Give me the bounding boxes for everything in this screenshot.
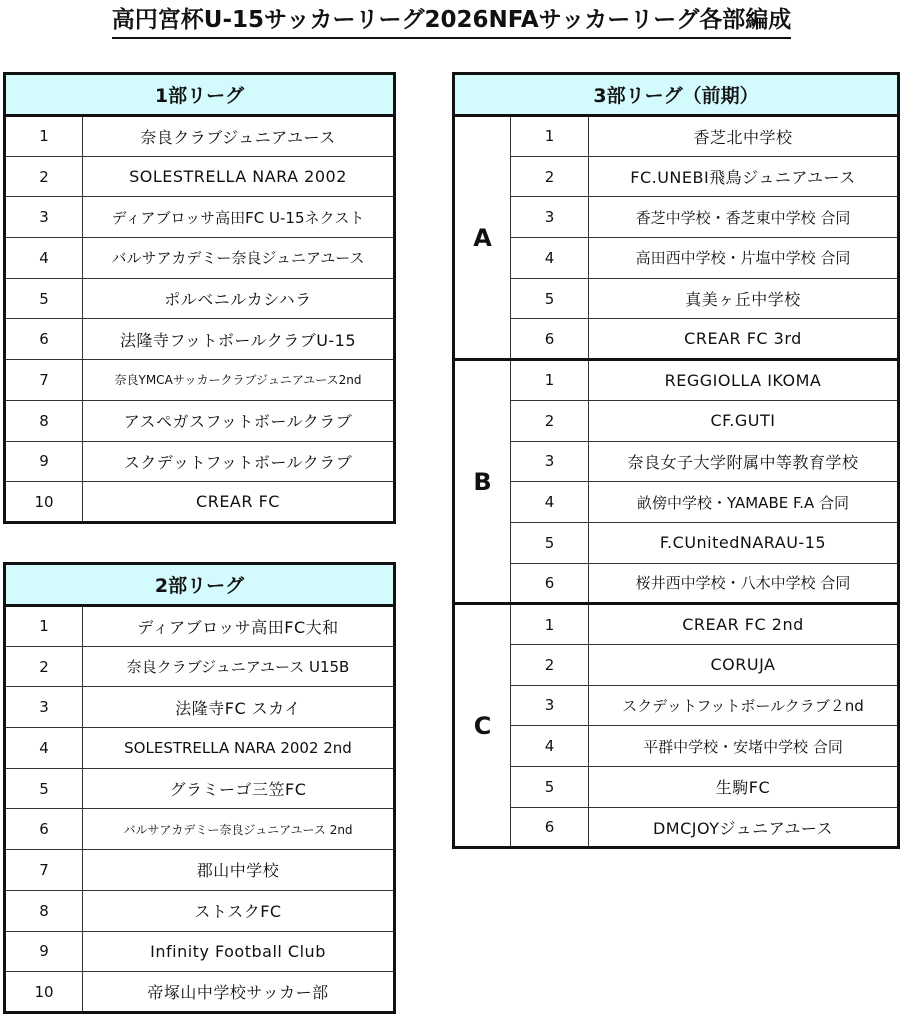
team-name: CF.GUTI: [589, 400, 899, 441]
division-2-header: 2部リーグ: [5, 564, 395, 606]
table-row: [5, 400, 395, 441]
table-row: [5, 809, 395, 850]
table-row: [5, 728, 395, 769]
team-name: CREAR FC: [83, 482, 395, 523]
team-name: アスペガスフットボールクラブ: [83, 400, 395, 441]
team-number: 1: [511, 604, 589, 645]
team-number: 5: [511, 767, 589, 808]
table-row: [5, 931, 395, 972]
team-number: 10: [5, 482, 83, 523]
group-b-label: B: [454, 360, 511, 604]
page-title: [0, 4, 903, 44]
team-number: 5: [511, 278, 589, 319]
team-number: 4: [511, 726, 589, 767]
team-name: グラミーゴ三笠FC: [83, 768, 395, 809]
team-number: 6: [511, 319, 589, 360]
division-2-table: [3, 562, 396, 1014]
table-row: [5, 646, 395, 687]
table-row: [454, 360, 899, 401]
team-name: スクデットフットボールクラブ: [83, 441, 395, 482]
team-number: 6: [511, 563, 589, 604]
division-3-header: 3部リーグ（前期）: [454, 74, 899, 116]
team-number: 5: [511, 522, 589, 563]
team-name: 奈良クラブジュニアユース U15B: [83, 646, 395, 687]
division-1-header: 1部リーグ: [5, 74, 395, 116]
table-row: [5, 360, 395, 401]
division-3-table: [452, 72, 900, 849]
team-name: CREAR FC 3rd: [589, 319, 899, 360]
team-number: 2: [511, 400, 589, 441]
team-number: 3: [511, 685, 589, 726]
table-row: [5, 850, 395, 891]
team-name: 平群中学校・安堵中学校 合同: [589, 726, 899, 767]
table-row: [454, 238, 899, 279]
team-name: 奈良女子大学附属中等教育学校: [589, 441, 899, 482]
table-row: [454, 441, 899, 482]
team-name: 生駒FC: [589, 767, 899, 808]
table-row: [5, 116, 395, 157]
team-name: 奈良YMCAサッカークラブジュニアユース2nd: [83, 360, 395, 401]
team-number: 4: [5, 728, 83, 769]
group-c-label: C: [454, 604, 511, 848]
team-name: SOLESTRELLA NARA 2002 2nd: [83, 728, 395, 769]
team-number: 7: [5, 360, 83, 401]
table-row: [454, 726, 899, 767]
team-number: 8: [5, 890, 83, 931]
team-number: 2: [5, 646, 83, 687]
team-name: 高田西中学校・片塩中学校 合同: [589, 238, 899, 279]
team-name: DMCJOYジュニアユース: [589, 807, 899, 848]
team-number: 1: [511, 116, 589, 157]
team-name: 奈良クラブジュニアユース: [83, 116, 395, 157]
team-name: F.CUnitedNARAU-15: [589, 522, 899, 563]
table-row: [5, 238, 395, 279]
division-2-header-row: [5, 564, 395, 606]
team-number: 4: [511, 482, 589, 523]
team-number: 2: [5, 156, 83, 197]
table-row: [454, 400, 899, 441]
team-number: 1: [5, 606, 83, 647]
team-name: 帝塚山中学校サッカー部: [83, 972, 395, 1013]
team-number: 9: [5, 931, 83, 972]
table-row: [454, 685, 899, 726]
team-name: 畝傍中学校・YAMABE F.A 合同: [589, 482, 899, 523]
team-number: 4: [511, 238, 589, 279]
table-row: [454, 319, 899, 360]
team-name: 法隆寺フットボールクラブU-15: [83, 319, 395, 360]
table-row: [5, 278, 395, 319]
team-name: 香芝北中学校: [589, 116, 899, 157]
team-name: CREAR FC 2nd: [589, 604, 899, 645]
team-name: 郡山中学校: [83, 850, 395, 891]
team-number: 8: [5, 400, 83, 441]
team-name: ストスクFC: [83, 890, 395, 931]
team-number: 10: [5, 972, 83, 1013]
team-number: 6: [5, 809, 83, 850]
team-name: スクデットフットボールクラブ２nd: [589, 685, 899, 726]
table-row: [5, 319, 395, 360]
table-row: [454, 482, 899, 523]
table-row: [454, 807, 899, 848]
team-name: ポルベニルカシハラ: [83, 278, 395, 319]
table-row: [454, 522, 899, 563]
table-row: [454, 604, 899, 645]
team-name: CORUJA: [589, 644, 899, 685]
table-row: [5, 482, 395, 523]
table-row: [5, 441, 395, 482]
group-a-label: A: [454, 116, 511, 360]
team-name: Infinity Football Club: [83, 931, 395, 972]
team-number: 5: [5, 768, 83, 809]
team-name: バルサアカデミー奈良ジュニアユース 2nd: [83, 809, 395, 850]
table-row: [5, 972, 395, 1013]
table-row: [454, 563, 899, 604]
team-number: 5: [5, 278, 83, 319]
table-row: [454, 644, 899, 685]
table-row: [454, 156, 899, 197]
team-number: 7: [5, 850, 83, 891]
table-row: [5, 197, 395, 238]
team-name: 真美ヶ丘中学校: [589, 278, 899, 319]
team-name: 桜井西中学校・八木中学校 合同: [589, 563, 899, 604]
team-number: 6: [511, 807, 589, 848]
team-name: ディアブロッサ高田FC大和: [83, 606, 395, 647]
team-number: 9: [5, 441, 83, 482]
table-row: [5, 156, 395, 197]
team-number: 3: [511, 441, 589, 482]
team-number: 1: [511, 360, 589, 401]
table-row: [454, 116, 899, 157]
division-3-header-row: [454, 74, 899, 116]
team-number: 6: [5, 319, 83, 360]
team-name: バルサアカデミー奈良ジュニアユース: [83, 238, 395, 279]
team-number: 2: [511, 644, 589, 685]
division-1-table: [3, 72, 396, 524]
team-name: REGGIOLLA IKOMA: [589, 360, 899, 401]
table-row: [454, 767, 899, 808]
table-row: [5, 890, 395, 931]
table-row: [454, 278, 899, 319]
team-name: 香芝中学校・香芝東中学校 合同: [589, 197, 899, 238]
team-name: FC.UNEBI飛鳥ジュニアユース: [589, 156, 899, 197]
team-number: 2: [511, 156, 589, 197]
team-name: ディアブロッサ高田FC U-15ネクスト: [83, 197, 395, 238]
team-number: 1: [5, 116, 83, 157]
team-number: 3: [5, 197, 83, 238]
table-row: [454, 197, 899, 238]
table-row: [5, 606, 395, 647]
division-1-header-row: [5, 74, 395, 116]
team-number: 3: [5, 687, 83, 728]
table-row: [5, 687, 395, 728]
team-name: 法隆寺FC スカイ: [83, 687, 395, 728]
team-number: 3: [511, 197, 589, 238]
team-name: SOLESTRELLA NARA 2002: [83, 156, 395, 197]
table-row: [5, 768, 395, 809]
page-title-text: 高円宮杯U-15サッカーリーグ2026NFAサッカーリーグ各部編成: [112, 4, 791, 39]
team-number: 4: [5, 238, 83, 279]
